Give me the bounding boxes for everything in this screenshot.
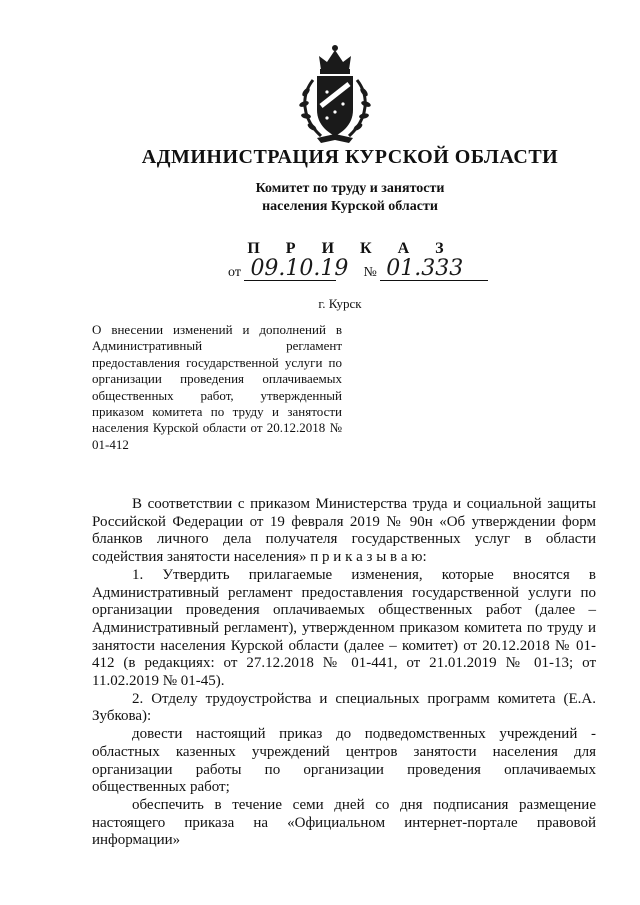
department-title-line-1: Комитет по труду и занятости	[255, 181, 445, 196]
paragraph-item-2-task-1: довести настоящий приказ до подведомственных учреждений - областных казенных учреждений центров занятости населения для организации работы по организации проведения оплачиваемых общественных работ;	[92, 726, 596, 796]
paragraph-item-2-task-2: обеспечить в течение семи дней со дня подписания размещение настоящего приказа на «Официальном интернет-портале правовой информации»	[92, 796, 596, 849]
date-prefix: от	[228, 265, 241, 280]
paragraph-preamble: В соответствии с приказом Министерства труда и социальной защиты Российской Федерации от 19 февраля 2019 № 90н «Об утверждении форм бланков личного дела получателя государственных услуг в области содействия занятости населения» п р и к а з ы в а ю:	[92, 496, 596, 566]
paragraph-item-2: 2. Отделу трудоустройства и специальных программ комитета (Е.А. Зубкова):	[92, 690, 596, 725]
order-heading: П Р И К А З	[247, 240, 455, 257]
department-title-line-2: населения Курской области	[262, 199, 438, 214]
coat-of-arms-emblem	[291, 40, 379, 146]
crown-icon	[319, 45, 351, 74]
number-field	[380, 256, 488, 281]
order-body	[92, 496, 596, 850]
handwritten-date: 09.10.19	[250, 256, 349, 281]
handwritten-number: 01.333	[386, 256, 464, 281]
date-field	[244, 256, 349, 281]
organization-title: АДМИНИСТРАЦИЯ КУРСКОЙ ОБЛАСТИ	[141, 146, 559, 168]
city-label: г. Курск	[318, 296, 362, 311]
number-prefix: №	[363, 265, 377, 280]
order-date-number-line	[228, 256, 488, 286]
order-subject: О внесении изменений и дополнений в Административный регламент предоставления государственной услуги по организации проведения оплачиваемых общественных работ, утвержденный приказом комитета по труду и занятости населения Курской области от 20.12.2018 № 01-412	[92, 322, 342, 452]
paragraph-item-1: 1. Утвердить прилагаемые изменения, которые вносятся в Административный регламент предоставления государственной услуги по организации проведения оплачиваемых общественных работ (далее – Административный регламент), утвержденном приказом комитета по труду и занятости населения Курской области (далее – комитет) от 20.12.2018 № 01-412 (в редакциях: от 27.12.2018 № 01-441, от 21.01.2019 № 01-13; от 11.02.2019 № 01-45).	[92, 566, 596, 690]
